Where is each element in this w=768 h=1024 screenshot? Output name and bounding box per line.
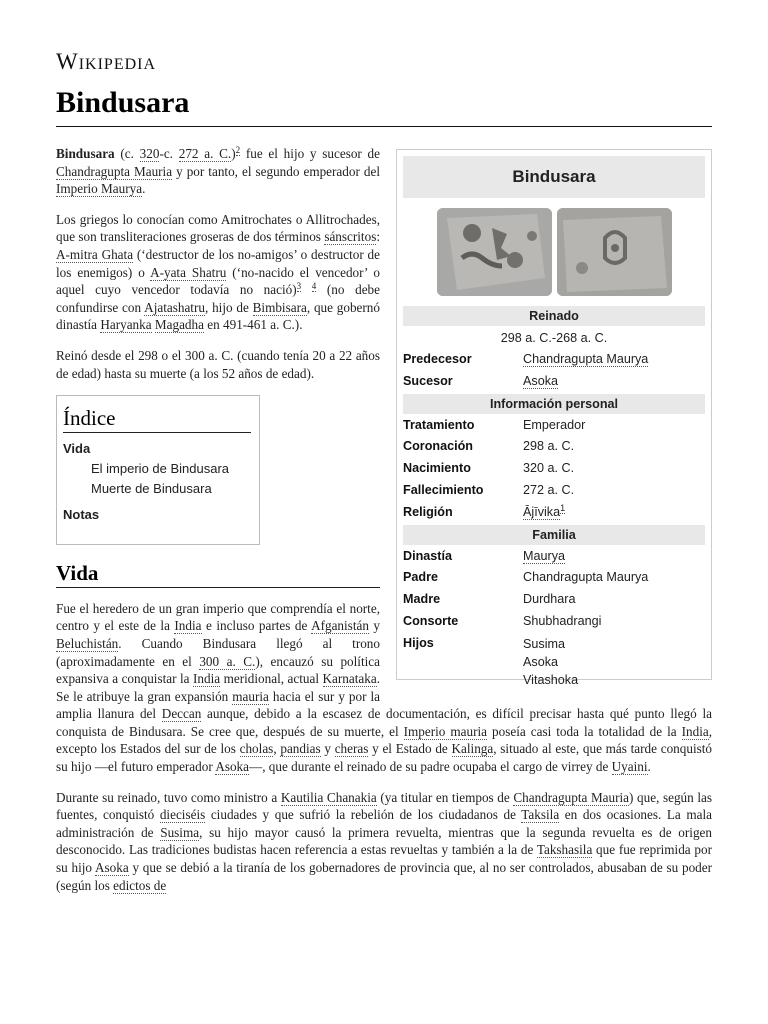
text: ciudades y que sufrió la rebelión de los ciudadanos de — [205, 807, 522, 823]
infobox-value — [523, 349, 705, 371]
link-magadha[interactable]: Magadha — [154, 317, 204, 333]
infobox-key: Hijos — [403, 635, 434, 650]
ref-2[interactable]: 2 — [235, 144, 241, 155]
infobox-reinado-value: 298 a. C.-268 a. C. — [500, 331, 608, 345]
link-haryanka[interactable]: Haryanka — [100, 317, 152, 333]
ref-1[interactable]: 1 — [560, 502, 566, 513]
infobox-value — [523, 371, 705, 393]
text: (ya titular en tiempos de — [376, 789, 514, 805]
text: , excepto los Estados del sur de los — [56, 723, 713, 757]
infobox-row — [403, 589, 705, 611]
infobox-value — [523, 546, 705, 568]
infobox-section-personal: Información personal — [403, 394, 705, 414]
hijo-item: Vitashoka — [523, 672, 579, 687]
table-of-contents — [56, 395, 260, 545]
text: . Cuando Bindusara llegó al trono (aproximadamente en el — [56, 635, 380, 669]
infobox-hijos-list — [523, 633, 705, 689]
section-heading-vida: Vida — [56, 565, 380, 588]
link-uyaini[interactable]: Uyaini — [611, 759, 648, 775]
link-chandragupta[interactable]: Chandragupta Mauria — [56, 163, 173, 179]
text: . Se le atribuye la gran expansión — [56, 671, 380, 704]
text: poseía casi toda la totalidad de la — [487, 723, 682, 739]
title-rule — [56, 126, 712, 127]
link-sanscritos[interactable]: sánscritos — [324, 229, 377, 245]
infobox-key: Madre — [403, 592, 441, 607]
text: que fue reprimida por su hijo — [56, 842, 712, 876]
infobox-key: Fallecimiento — [403, 482, 484, 497]
bold-term: Bindusara — [56, 146, 115, 161]
text: meridional, actual — [220, 671, 323, 687]
text: . — [647, 759, 651, 775]
link-bimbisara[interactable]: Bimbisara — [252, 299, 307, 315]
link-susima[interactable]: Susima — [160, 824, 200, 840]
infobox-row — [403, 480, 705, 502]
link-272[interactable]: 272 a. C. — [178, 146, 232, 161]
link-300[interactable]: 300 a. C. — [199, 653, 256, 669]
text: Fue el heredero de un gran imperio que comprendía el norte, centro y el este de la — [56, 600, 380, 634]
link-dieciseis[interactable]: dieciséis — [159, 807, 206, 823]
vida-paragraph-2 — [56, 789, 712, 895]
text: (‘destructor de los no-amigos’ o destructor de los enemigos) o — [56, 246, 380, 280]
link-mauria[interactable]: mauria — [232, 688, 269, 704]
link-ajatashatru[interactable]: Ajatashatru — [144, 299, 205, 315]
link-deccan[interactable]: Deccan — [161, 706, 202, 722]
text: , su hijo mayor causó la primera revuelta, mientras que la segunda revuelta es de origen desconocido. Las tradiciones budistas hacen referencia a estas revueltas y también a la de — [56, 824, 712, 858]
link-asoka[interactable]: Asoka — [215, 759, 250, 775]
text: e incluso partes de — [201, 618, 312, 634]
infobox — [396, 149, 712, 687]
text: en dos ocasiones. La mala administración de — [56, 807, 712, 840]
text: (no debe confundirse con — [56, 282, 380, 315]
infobox-key: Sucesor — [403, 373, 453, 388]
text: aunque, debido a la escasez de documentación, es difícil precisar hasta qué punto llegó la conquista de Bindusara. Se cree que, después de su muerte, el — [56, 706, 712, 739]
text: (c. — [114, 146, 140, 161]
hijo-item: Asoka — [523, 654, 559, 669]
infobox-value — [523, 502, 705, 524]
text: Los griegos lo conocían como Amitrochates o Allitrochades, que son transliteraciones groseras de dos términos — [56, 211, 380, 245]
text: ) — [231, 146, 236, 161]
infobox-value: 272 a. C. — [523, 482, 575, 497]
infobox-key: Tratamiento — [403, 417, 475, 432]
link-india-3[interactable]: India — [681, 723, 709, 739]
infobox-value: Emperador — [523, 417, 586, 432]
toc-title: Índice — [63, 410, 251, 433]
wikipedia-logo: Wikipedia — [56, 49, 157, 74]
toc-item-muerte[interactable]: Muerte de Bindusara — [91, 480, 212, 496]
toc-item-imperio[interactable]: El imperio de Bindusara — [91, 460, 230, 476]
link-kalinga[interactable]: Kalinga — [451, 741, 494, 757]
text: -c. — [159, 146, 179, 161]
link-ajivika[interactable]: Ājīvika — [523, 504, 561, 519]
coin-reverse-drawing — [557, 208, 672, 296]
link-asoka-2[interactable]: Asoka — [95, 860, 129, 876]
infobox-section-reinado: Reinado — [403, 306, 705, 326]
toc-item-vida[interactable]: Vida — [63, 440, 91, 456]
text: Reinó desde el 298 o el 300 a. C. (cuando tenía 20 a 22 años de edad) hasta su muerte (a los 52 años de edad). — [56, 347, 380, 381]
text: , que gobernó dinastía — [56, 299, 380, 333]
text: y que se debió a la tiranía de los gobernadores de provincia que, al no ser controlados, abusaban de su poder (según los — [56, 860, 712, 893]
coin-obverse-drawing — [437, 208, 552, 296]
infobox-value: Shubhadrangi — [523, 613, 602, 628]
infobox-title: Bindusara — [403, 156, 705, 198]
text: Durante su reinado, tuvo como ministro a — [56, 789, 281, 805]
link-beluchistan[interactable]: Beluchistán — [56, 635, 119, 651]
text: hacia el sur y por la amplia llanura del — [56, 688, 380, 722]
infobox-row — [403, 546, 705, 568]
infobox-section-familia: Familia — [403, 525, 705, 545]
text: : — [376, 229, 380, 245]
infobox-row — [403, 502, 705, 524]
link-imperio-mauria[interactable]: Imperio mauria — [403, 723, 488, 739]
link-cheras[interactable]: cheras — [334, 741, 369, 757]
text: y el Estado de — [368, 741, 452, 757]
page-title: Bindusara — [56, 86, 190, 119]
infobox-row — [403, 633, 705, 689]
infobox-row — [403, 567, 705, 589]
link-pandias[interactable]: pandias — [280, 741, 321, 757]
link-taksila[interactable]: Taksila — [521, 807, 560, 823]
infobox-row — [403, 458, 705, 480]
text: (‘no-nacido el vencedor’ o aquel cuyo vencedor todavía no nació) — [56, 264, 380, 298]
text: . — [142, 181, 146, 197]
link-india[interactable]: India — [174, 618, 202, 634]
text: ) que, según las fuentes, conquistó — [56, 789, 712, 823]
hijo-item: Susima — [523, 636, 565, 651]
infobox-key: Dinastía — [403, 548, 452, 563]
infobox-value: 298 a. C. — [523, 439, 575, 454]
infobox-value: 320 a. C. — [523, 461, 575, 476]
infobox-key: Predecesor — [403, 352, 472, 366]
text: , situado al este, que más tarde conquistó su hijo —el futuro emperador — [56, 741, 712, 775]
link-chandragupta-2[interactable]: Chandragupta Mauria — [513, 789, 630, 805]
link-takshasila[interactable]: Takshasila — [536, 842, 593, 858]
infobox-key: Religión — [403, 504, 453, 519]
infobox-row — [403, 415, 705, 437]
infobox-key: Padre — [403, 570, 439, 585]
link-cholas[interactable]: cholas — [239, 741, 274, 757]
link-maurya[interactable]: Maurya — [523, 548, 565, 563]
infobox-value: Chandragupta Maurya — [523, 570, 649, 585]
infobox-key: Consorte — [403, 613, 459, 628]
text: , hijo de — [204, 299, 253, 315]
infobox-key: Nacimiento — [403, 461, 471, 476]
ref-3[interactable]: 3 — [296, 280, 302, 291]
text: y — [368, 618, 381, 634]
link-320[interactable]: 320 — [139, 146, 160, 161]
ref-4[interactable]: 4 — [311, 280, 317, 291]
infobox-row — [403, 371, 705, 393]
text: —, que durante el reinado de su padre ocupaba el cargo de virrey de — [249, 759, 612, 775]
text: fue el hijo y sucesor de — [240, 146, 380, 161]
link-karnataka[interactable]: Karnataka — [322, 671, 377, 687]
link-predecesor[interactable]: Chandragupta Maurya — [523, 352, 649, 366]
infobox-row — [403, 436, 705, 458]
coin-reverse-image — [557, 208, 672, 296]
infobox-row — [403, 611, 705, 633]
text: ), encauzó su política expansiva a conquistar la — [56, 653, 381, 687]
toc-item-notas[interactable]: Notas — [63, 506, 100, 522]
text: y por tanto, el segundo emperador del — [172, 163, 380, 179]
infobox-row — [403, 349, 705, 371]
link-afganistan[interactable]: Afganistán — [311, 618, 369, 634]
link-amitra-ghata[interactable]: A-mitra Ghata — [56, 246, 134, 262]
link-imperio-maurya[interactable]: Imperio Maurya — [56, 181, 143, 197]
text: y — [320, 741, 335, 757]
link-ayata-shatru[interactable]: A-yata Shatru — [150, 264, 227, 280]
link-edictos[interactable]: edictos de — [113, 877, 167, 893]
coin-obverse-image — [437, 208, 552, 296]
text: en 491-461 a. C.). — [203, 317, 303, 333]
link-kautilia[interactable]: Kautilia Chanakia — [280, 789, 377, 805]
link-sucesor[interactable]: Asoka — [523, 373, 559, 388]
link-india-2[interactable]: India — [193, 671, 221, 687]
infobox-key: Coronación — [403, 439, 473, 454]
text: , — [273, 741, 281, 757]
coin-image[interactable] — [403, 202, 705, 302]
infobox-value: Durdhara — [523, 592, 576, 607]
